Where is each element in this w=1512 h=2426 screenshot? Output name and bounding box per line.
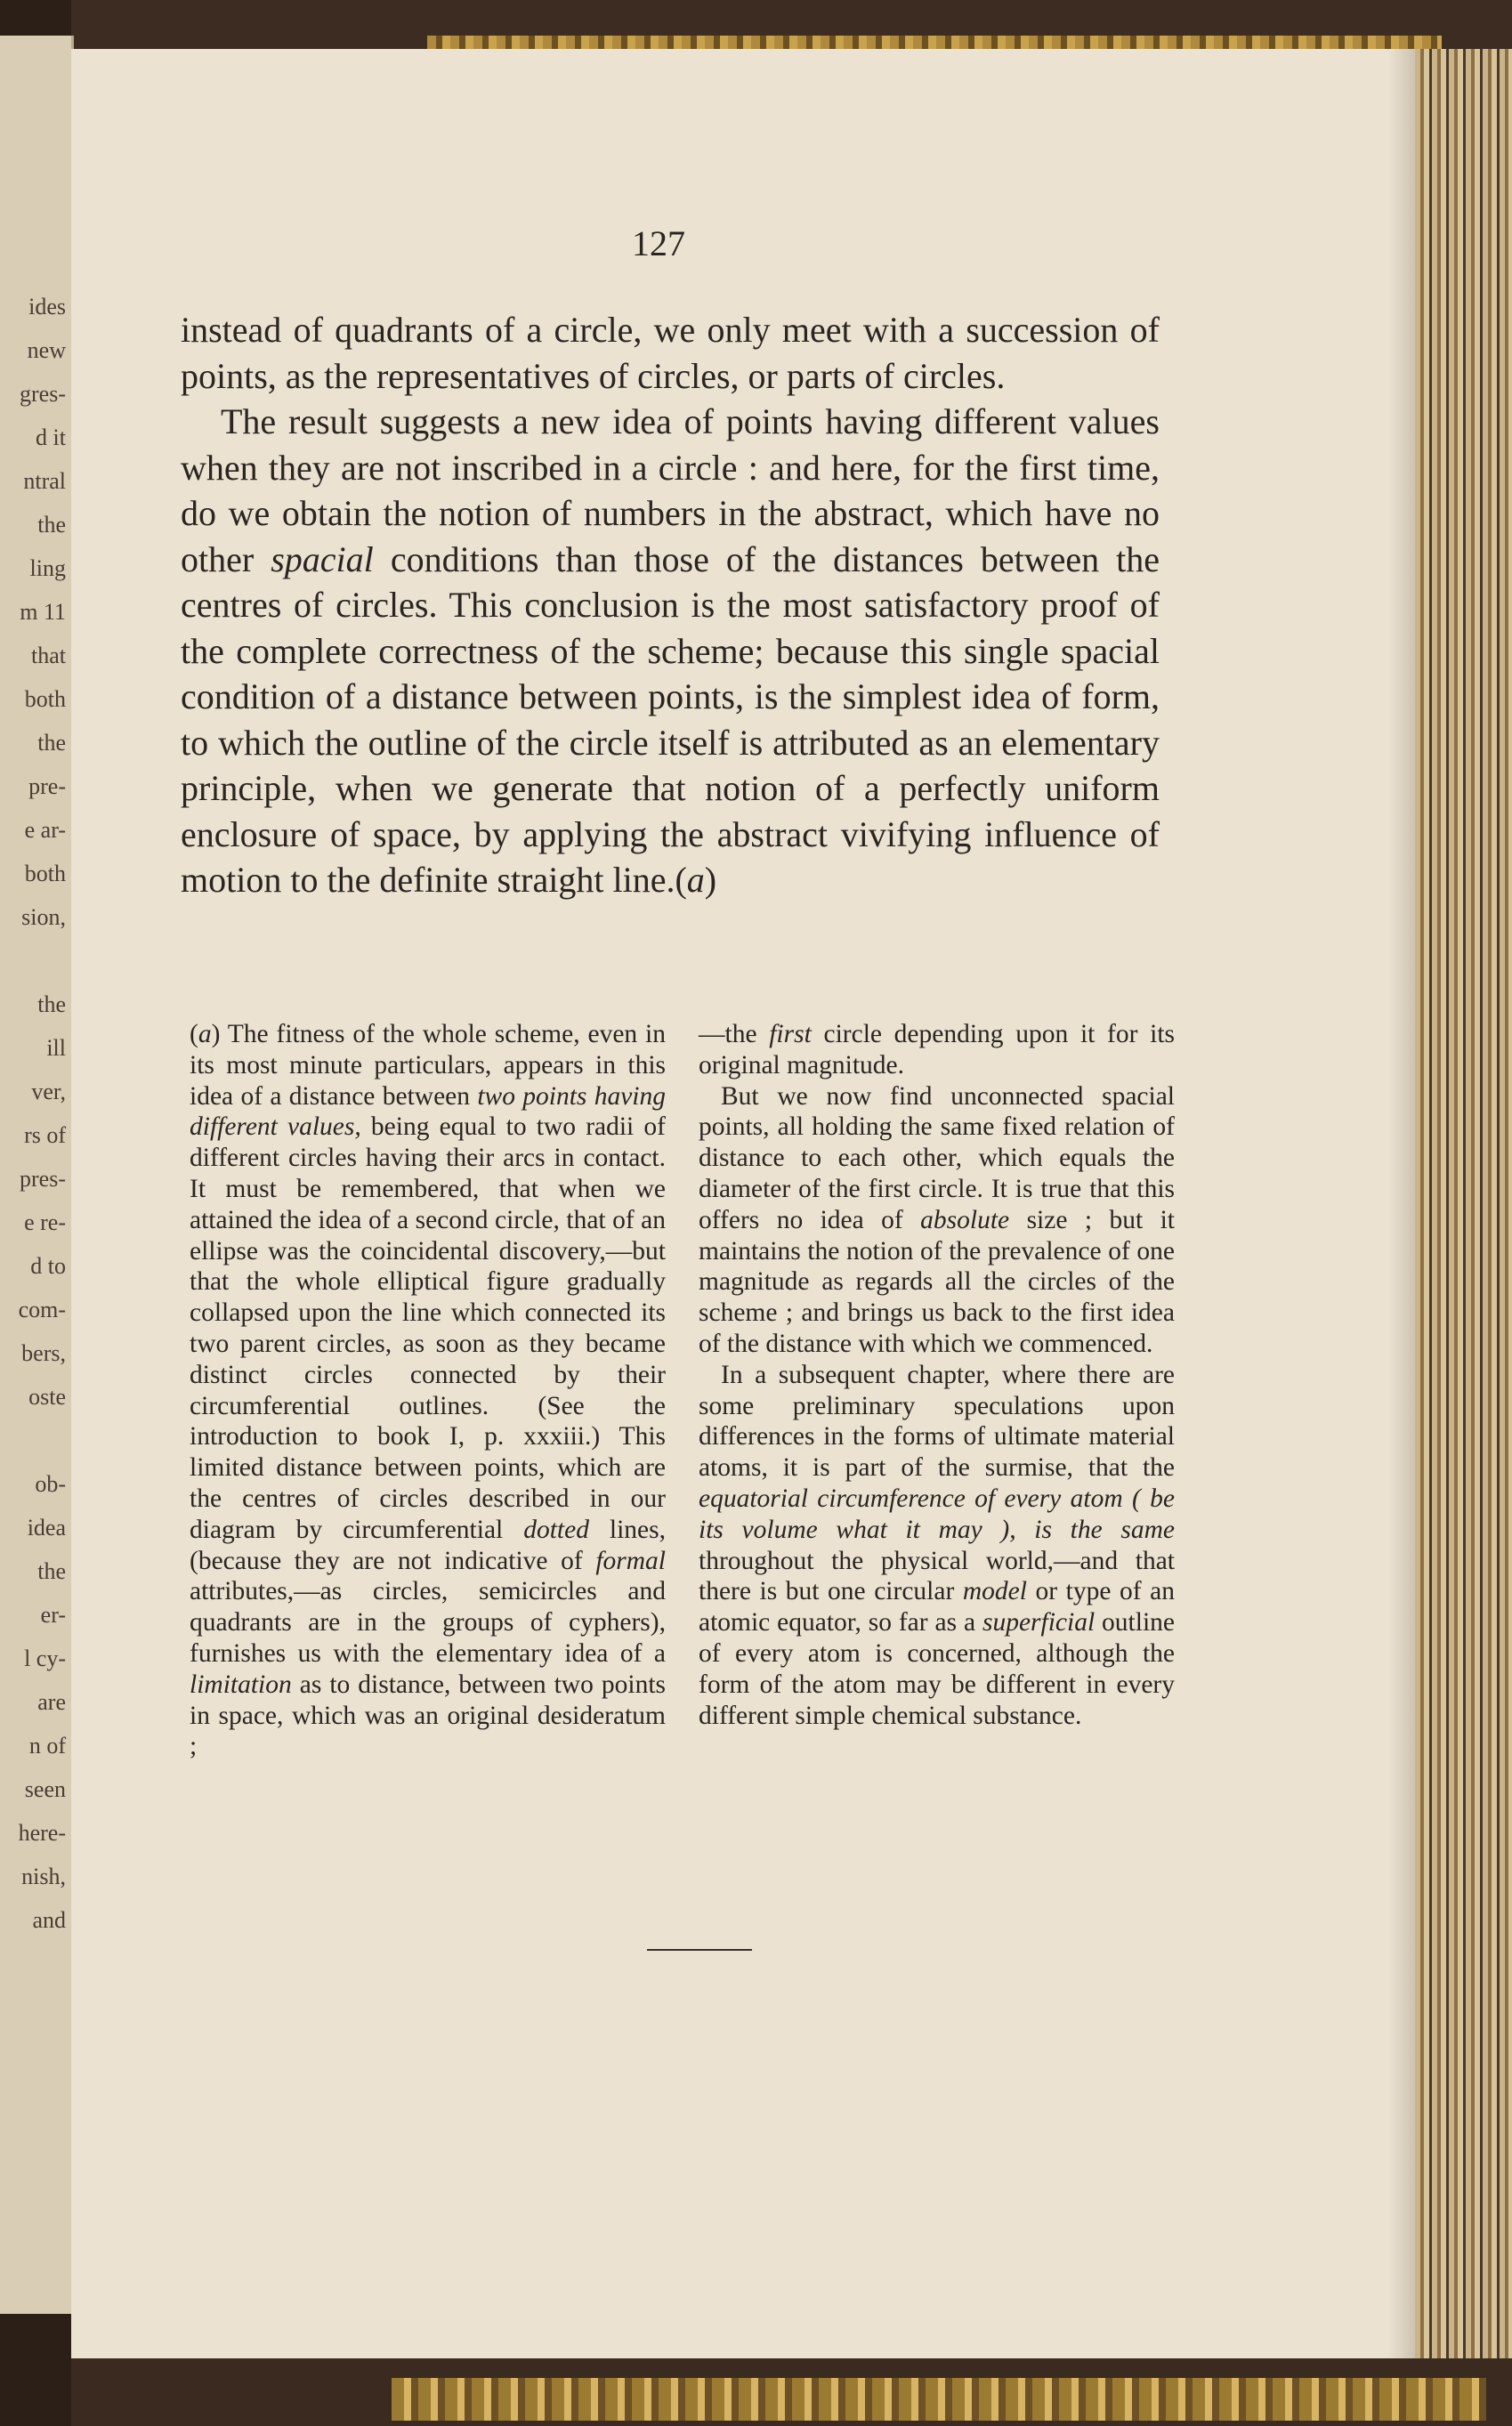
left-page-fragment: e re- [24,1209,66,1235]
left-page-fragment: the [37,1558,66,1584]
left-page-fragment: com- [18,1297,66,1322]
main-paragraph-1: instead of quadrants of a circle, we only meet with a succession of points, as the representatives of circles, or parts of circles. [181,310,1160,396]
left-page-fragment: pre- [28,773,66,799]
left-page-fragment: d to [30,1253,66,1279]
left-page-fragment: d it [36,425,66,450]
left-page-fragment: are [37,1689,66,1715]
left-page-fragment: idea [27,1515,66,1541]
left-page-fragment: that [31,643,66,668]
left-page-fragment: gres- [20,381,66,407]
footnote-paragraph: —the first circle depending upon it for its original magnitude. [699,1020,1175,1080]
left-page-fragment: pres- [20,1166,66,1192]
left-page-fragment: m 11 [20,599,66,625]
left-page-fragment: ver, [31,1079,66,1104]
left-page-fragment: n of [28,1733,66,1759]
marbled-fore-edge [1415,49,1512,2363]
page-number: 127 [632,223,685,263]
left-page-fragment [0,1419,71,1462]
footnote-right-column [699,1019,1175,1731]
footnote-ref: a [686,860,705,900]
left-page-fragment: sion, [21,904,66,930]
left-page-fragment: ob- [35,1471,66,1497]
footnote-paragraph: But we now find unconnected spacial points, all holding the same fixed relation of distance to each other, which equals the diameter of the first circle. It is true that this offers no idea of absolute size ; but it maintains the notion of the prevalence of one magnitude as regards all the circles of the scheme ; and brings us back to the first idea of the distance with which we commenced. [699,1081,1175,1358]
left-page-fragment: ling [29,555,66,581]
left-page-fragment: rs of [24,1122,66,1148]
left-page-fragment: bers, [21,1340,66,1366]
left-page-fragment [0,939,71,983]
left-page-fragments [0,285,71,2136]
left-page-fragment: both [24,686,66,712]
main-paragraph-2: The result suggests a new idea of points having different values when they are not inscribed in a circle : and here, for the first time, do we obtain the notion of numbers in the abstract, which have no other spacial conditions than those of the distances between the centres of circles. This conclusion is the most satisfactory proof of the complete correctness of the scheme; because this single spacial condition of a distance between points, is the simplest idea of form, to which the outline of the circle itself is attributed as an elementary principle, when we generate that notion of a perfectly uniform enclosure of space, by applying the abstract vivifying influence of motion to the definite straight line.(a) [181,401,1160,900]
left-page-fragment: and [32,1907,66,1933]
footnote-paragraph: In a subsequent chapter, where there are some preliminary speculations upon differences in the forms of ultimate material atoms, it is part of the surmise, that the equatorial circumference of every atom ( be its volume what it may ), is the same throughout the physical world,—and that there is but one circular model or type of an atomic equator, so far as a superficial outline of every atom is concerned, although the form of the atom may be different in every different simple chemical substance. [699,1360,1175,1730]
left-page-fragment: here- [18,1820,66,1846]
gilt-bottom-edge [392,2378,1486,2421]
left-page-fragment: ill [46,1035,66,1061]
left-page-fragment: seen [24,1776,66,1802]
left-page-fragment: oste [28,1384,66,1410]
left-page-fragment: the [37,512,66,538]
left-page-fragment: ntral [23,468,66,494]
left-page-fragment: the [37,991,66,1017]
left-page-fragment: the [37,730,66,756]
footnote-paragraph: (a) The fitness of the whole scheme, even in its most minute particulars, appears in this idea of a distance between two points having different values, being equal to two radii of different circles having their arcs in contact. It must be remembered, that when we attained the idea of a second circle, that of an ellipse was the coincidental discovery,—but that the whole elliptical figure gradually collapsed upon the line which connected its two parent circles, as soon as they became distinct circles connected by their circumferential outlines. (See the introduction to book I, p. xxxiii.) This limited distance between points, which are the centres of circles described in our diagram by circumferential dotted lines, (because they are not indicative of formal attributes,—as circles, semicircles and quadrants are in the groups of cyphers), furnishes us with the elementary idea of a limitation as to distance, between two points in space, which was an original desideratum ; [190,1020,667,1761]
main-text [181,307,1160,903]
section-rule [647,1949,752,1951]
left-page-fragment: both [24,861,66,886]
left-page-fragment: er- [40,1602,66,1628]
left-page-fragment: l cy- [24,1646,66,1671]
footnote-left-column [190,1019,666,1762]
left-page-fragment: e ar- [24,817,66,843]
left-page-fragment: ides [28,294,66,319]
left-page-fragment: new [27,337,66,363]
left-page-fragment: nish, [21,1864,66,1889]
